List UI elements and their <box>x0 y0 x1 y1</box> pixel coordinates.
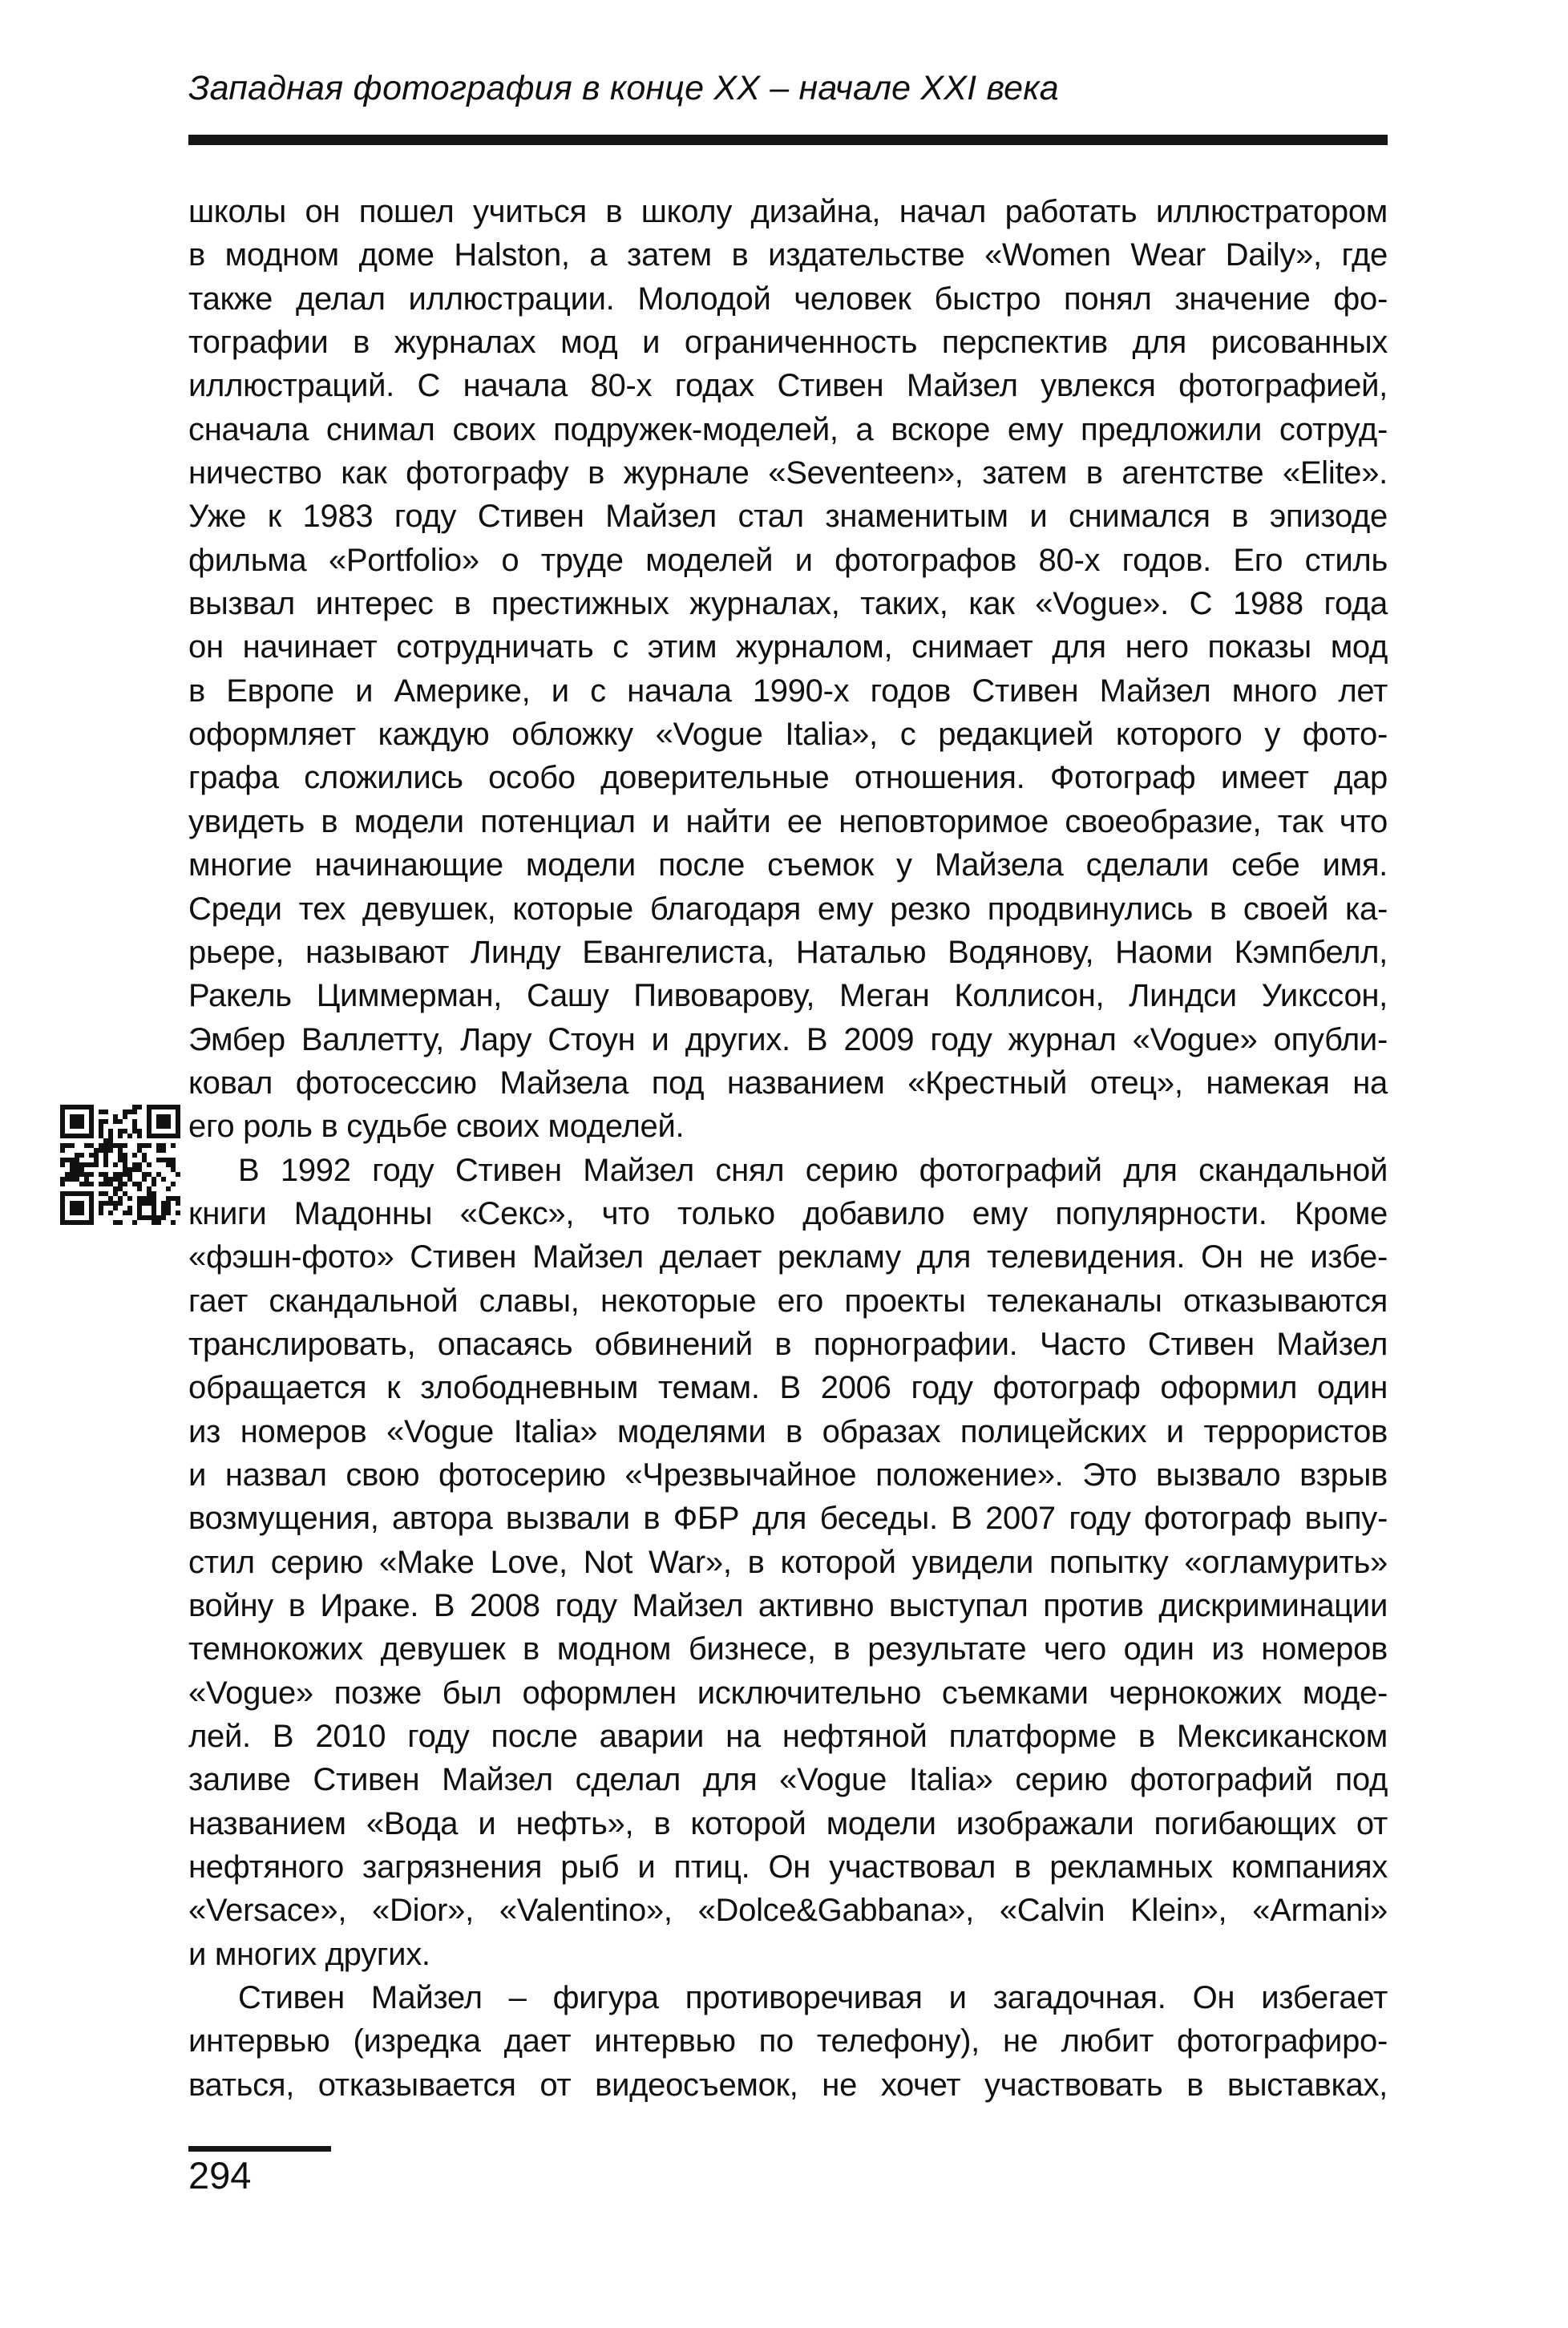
text-line: увидеть в модели потенциал и найти ее неповторимое своеобразие, так что <box>188 803 1388 839</box>
qr-code-icon <box>60 1105 180 1225</box>
running-header-title: Западная фотография в конце XX – начале XXI века <box>188 69 1059 107</box>
text-line: тографии в журналах мод и ограниченность перспектив для рисованных <box>188 325 1388 361</box>
text-line: лей. В 2010 году после аварии на нефтяной платформе в Мексиканском <box>188 1719 1388 1755</box>
text-line: из номеров «Vogue Italia» моделями в образах полицейских и террористов <box>188 1413 1388 1449</box>
text-line: обращается к злободневным темам. В 2006 году фотограф оформил один <box>188 1370 1388 1406</box>
text-line: гает скандальной славы, некоторые его проекты телеканалы отказываются <box>188 1283 1388 1319</box>
text-line: вызвал интерес в престижных журналах, таких, как «Vogue». С 1988 года <box>188 586 1388 622</box>
text-line: Ракель Циммерман, Сашу Пивоварову, Меган Коллисон, Линдси Уикссон, <box>188 978 1388 1014</box>
footer-rule <box>188 2146 331 2152</box>
text-line: его роль в судьбе своих моделей. <box>188 1109 685 1145</box>
text-line: в модном доме Halston, а затем в издательстве «Women Wear Daily», где <box>188 237 1388 273</box>
text-line: ничество как фотографу в журнале «Seventeen», затем в агентстве «Elite». <box>188 455 1388 491</box>
text-line: «фэшн-фото» Стивен Майзел делает рекламу для телевидения. Он не избе- <box>188 1239 1388 1275</box>
text-line: ковал фотосессию Майзела под названием «Крестный отец», намекая на <box>188 1065 1388 1101</box>
text-line: интервью (изредка дает интервью по телефону), не любит фотографиро- <box>188 2023 1388 2059</box>
text-line: названием «Вода и нефть», в которой модели изображали погибающих от <box>188 1805 1388 1841</box>
text-line: ваться, отказывается от видеосъемок, не хочет участвовать в выставках, <box>188 2067 1388 2103</box>
text-line: также делал иллюстрации. Молодой человек быстро понял значение фо- <box>188 281 1388 317</box>
text-line: фильма «Portfolio» о труде моделей и фотографов 80-х годов. Его стиль <box>188 542 1388 578</box>
text-line: и назвал свою фотосерию «Чрезвычайное положение». Это вызвало взрыв <box>188 1457 1388 1493</box>
text-line: Среди тех девушек, которые благодаря ему резко продвинулись в своей ка- <box>188 891 1388 927</box>
text-line: оформляет каждую обложку «Vogue Italia», с редакцией которого у фото- <box>188 717 1388 753</box>
text-line: Стивен Майзел – фигура противоречивая и загадочная. Он избегает <box>238 1980 1388 2016</box>
text-line: заливе Стивен Майзел сделал для «Vogue Italia» серию фотографий под <box>188 1762 1388 1798</box>
text-line: Уже к 1983 году Стивен Майзел стал знаменитым и снимался в эпизоде <box>188 499 1388 535</box>
text-line: стил серию «Make Love, Not War», в которой увидели попытку «огламурить» <box>188 1544 1388 1580</box>
text-line: Эмбер Валлетту, Лару Стоун и других. В 2009 году журнал «Vogue» опубли- <box>188 1021 1388 1057</box>
body-text <box>188 190 1388 2107</box>
text-line: он начинает сотрудничать с этим журналом, снимает для него показы мод <box>188 629 1388 665</box>
text-line: В 1992 году Стивен Майзел снял серию фотографий для скандальной <box>238 1152 1388 1188</box>
text-line: иллюстраций. С начала 80-х годах Стивен Майзел увлекся фотографией, <box>188 368 1388 404</box>
text-line: «Versace», «Dior», «Valentino», «Dolce&Gabbana», «Calvin Klein», «Armani» <box>188 1893 1388 1929</box>
text-line: нефтяного загрязнения рыб и птиц. Он участвовал в рекламных компаниях <box>188 1849 1388 1885</box>
text-line: «Vogue» позже был оформлен исключительно съемками чернокожих моде- <box>188 1675 1388 1711</box>
page-number: 294 <box>188 2154 252 2197</box>
text-line: многие начинающие модели после съемок у Майзела сделали себе имя. <box>188 847 1388 883</box>
text-line: возмущения, автора вызвали в ФБР для беседы. В 2007 году фотограф выпу- <box>188 1501 1388 1537</box>
text-line: школы он пошел учиться в школу дизайна, начал работать иллюстратором <box>188 194 1388 229</box>
text-line: рьере, называют Линду Евангелиста, Наталью Водянову, Наоми Кэмпбелл, <box>188 934 1388 970</box>
text-line: в Европе и Америке, и с начала 1990-х годов Стивен Майзел много лет <box>188 673 1388 709</box>
text-line: книги Мадонны «Секс», что только добавило ему популярности. Кроме <box>188 1195 1388 1231</box>
text-line: сначала снимал своих подружек-моделей, а вскоре ему предложили сотруд- <box>188 411 1388 447</box>
text-line: темнокожих девушек в модном бизнесе, в результате чего один из номеров <box>188 1631 1388 1667</box>
text-line: войну в Ираке. В 2008 году Майзел активно выступал против дискриминации <box>188 1588 1388 1623</box>
header-rule <box>188 135 1388 145</box>
text-line: и многих других. <box>188 1936 430 1972</box>
text-line: графа сложились особо доверительные отношения. Фотограф имеет дар <box>188 760 1388 796</box>
text-line: транслировать, опасаясь обвинений в порнографии. Часто Стивен Майзел <box>188 1326 1388 1362</box>
